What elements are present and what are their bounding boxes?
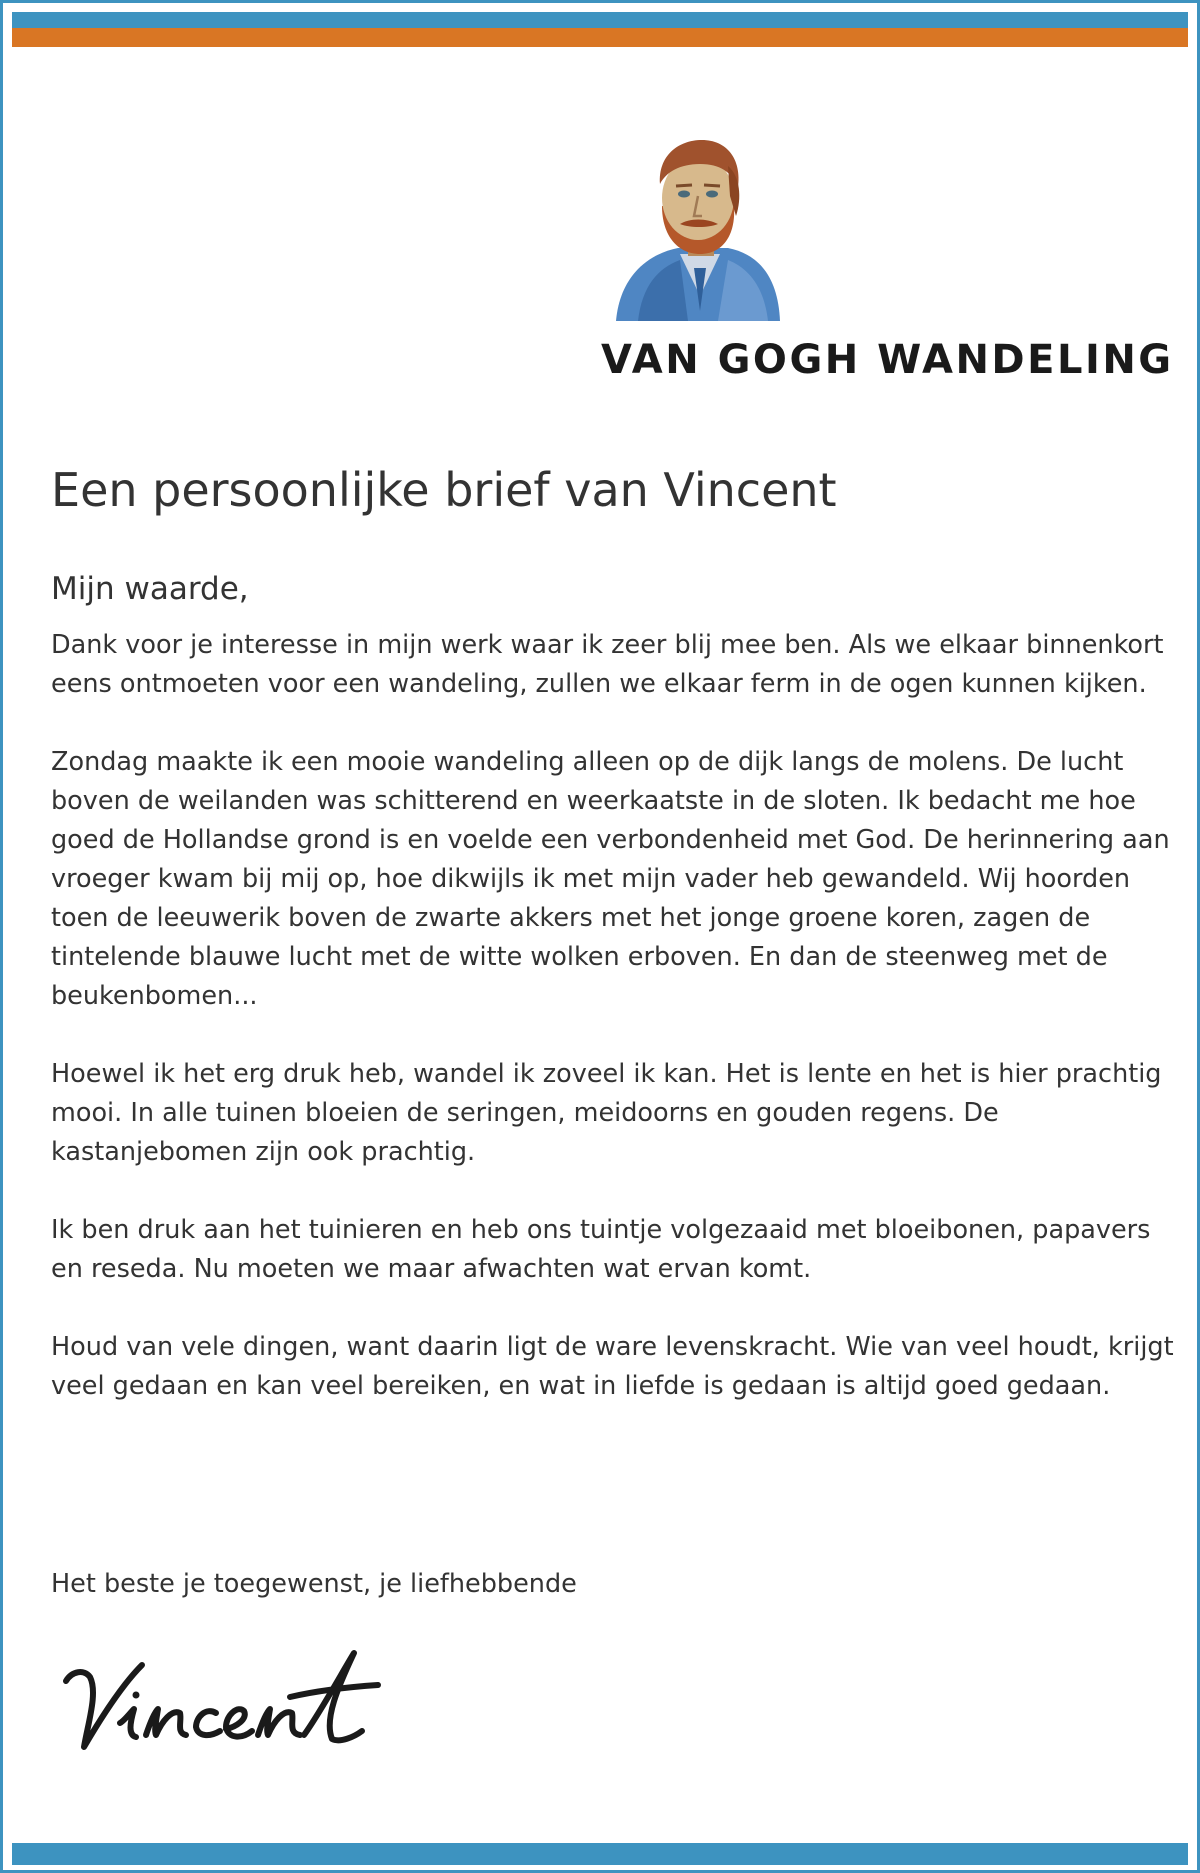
paragraph: Houd van vele dingen, want daarin ligt de ware levenskracht. Wie van veel houdt, krijgt veel gedaan en kan veel bereiken, en wat in liefde is gedaan is altijd goed gedaan. xyxy=(51,1332,1174,1401)
letter-closing: Het beste je toegewenst, je liefhebbende xyxy=(51,1569,577,1599)
signature-image xyxy=(58,1643,418,1763)
letter-title: Een persoonlijke brief van Vincent xyxy=(51,463,837,517)
van-gogh-portrait-icon xyxy=(608,136,783,321)
top-orange-bar xyxy=(12,28,1188,47)
letter-salutation: Mijn waarde, xyxy=(51,571,249,607)
logo-text: VAN GOGH WANDELING xyxy=(601,337,1174,383)
paragraph: Zondag maakte ik een mooie wandeling alleen op de dijk langs de molens. De lucht boven de weilanden was schitterend en weerkaatste in de sloten. Ik bedacht me hoe goed de Hollandse grond is en voelde een verbondenheid met God. De herinnering aan vroeger kwam bij mij op, hoe dikwijls ik met mijn vader heb gewandeld. Wij hoorden toen de leeuwerik boven de zwarte akkers met het jonge groene koren, zagen de tintelende blauwe lucht met de witte wolken erboven. En dan de steenweg met de beukenbomen... xyxy=(51,747,1170,1011)
paragraph: Dank voor je interesse in mijn werk waar ik zeer blij mee ben. Als we elkaar binnenkort eens ontmoeten voor een wandeling, zullen we elkaar ferm in de ogen kunnen kijken. xyxy=(51,630,1164,699)
top-blue-bar xyxy=(12,12,1188,28)
letter-body xyxy=(51,626,1176,1445)
bottom-blue-bar xyxy=(12,1843,1188,1865)
paragraph: Hoewel ik het erg druk heb, wandel ik zoveel ik kan. Het is lente en het is hier prachtig mooi. In alle tuinen bloeien de seringen, meidoorns en gouden regens. De kastanjebomen zijn ook prachtig. xyxy=(51,1059,1162,1167)
paragraph: Ik ben druk aan het tuinieren en heb ons tuintje volgezaaid met bloeibonen, papavers en reseda. Nu moeten we maar afwachten wat ervan komt. xyxy=(51,1215,1151,1284)
